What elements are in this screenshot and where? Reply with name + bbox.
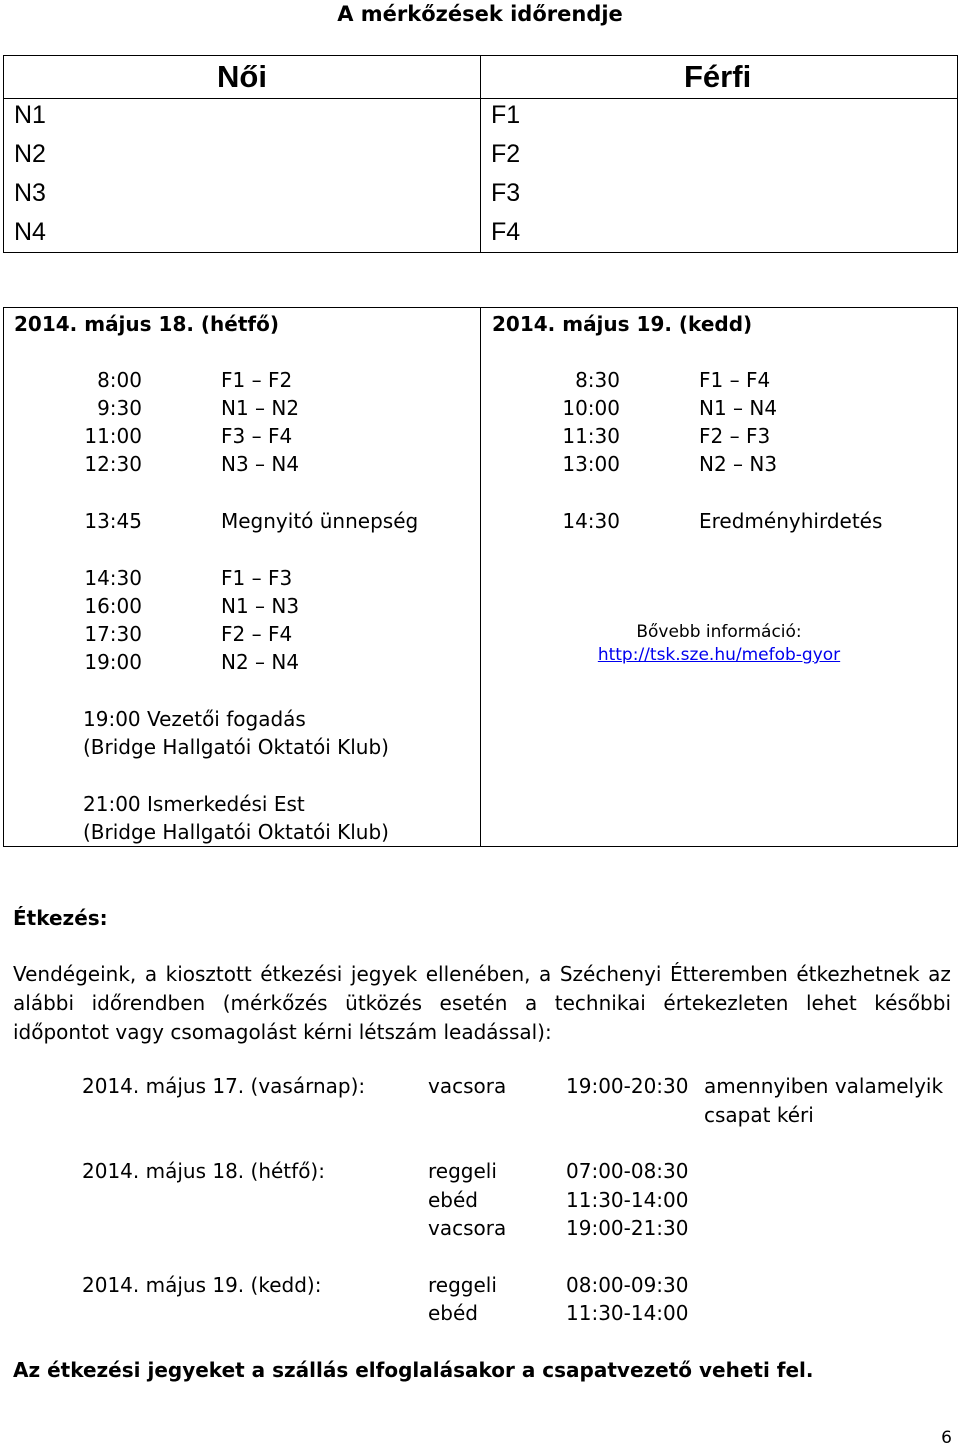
team-women: N1 — [14, 101, 46, 129]
intro-word: későbbi — [874, 991, 951, 1015]
match-time: 8:30 — [575, 368, 620, 392]
meal-time: 07:00-08:30 — [566, 1159, 689, 1183]
match-time: 16:00 — [84, 594, 142, 618]
meal-time: 19:00-21:30 — [566, 1216, 689, 1240]
match-pair: F2 – F3 — [699, 424, 771, 448]
teams-table — [3, 55, 958, 253]
match-time: 12:30 — [84, 452, 142, 476]
intro-word: Étteremben — [669, 962, 788, 986]
team-women: N3 — [14, 179, 46, 207]
match-time: 17:30 — [84, 622, 142, 646]
meal-type: vacsora — [428, 1074, 507, 1098]
intro-word: alábbi — [13, 991, 75, 1015]
match-pair: F3 – F4 — [221, 424, 293, 448]
event-venue: (Bridge Hallgatói Oktatói Klub) — [83, 820, 389, 844]
page-number: 6 — [941, 1428, 952, 1448]
results-label: Eredményhirdetés — [699, 509, 883, 533]
intro-word: esetén — [439, 991, 508, 1015]
meal-day: 2014. május 19. (kedd): — [82, 1273, 322, 1297]
match-pair: F1 – F3 — [221, 566, 293, 590]
match-time: 11:00 — [84, 424, 142, 448]
intro-word: lehet — [805, 991, 857, 1015]
match-pair: N2 – N3 — [699, 452, 778, 476]
match-time: 10:00 — [562, 396, 620, 420]
day1-date: 2014. május 18. (hétfő) — [14, 312, 279, 336]
team-women: N2 — [14, 140, 46, 168]
meal-type: ebéd — [428, 1188, 478, 1212]
intro-word: a — [524, 991, 538, 1015]
info-link-wrap — [480, 645, 958, 665]
table-divider — [480, 56, 481, 252]
match-pair: F1 – F2 — [221, 368, 293, 392]
intro-word: Vendégeink, — [13, 962, 137, 986]
match-time: 8:00 — [97, 368, 142, 392]
event-reception: 19:00 Vezetői fogadás — [83, 707, 306, 731]
day2-date: 2014. május 19. (kedd) — [492, 312, 753, 336]
match-pair: F1 – F4 — [699, 368, 771, 392]
men-header: Férfi — [684, 59, 752, 94]
meal-note: csapat kéri — [704, 1103, 814, 1127]
intro-word: a — [144, 962, 158, 986]
intro-line — [13, 989, 951, 1018]
intro-line: időpontot vagy csomagolást kérni létszám leadással): — [13, 1020, 552, 1044]
match-pair: N2 – N4 — [221, 650, 300, 674]
intro-word: a — [539, 962, 552, 986]
intro-word: ellenében, — [425, 962, 531, 986]
intro-word: az — [928, 962, 951, 986]
meal-day: 2014. május 17. (vasárnap): — [82, 1074, 366, 1098]
meal-time: 11:30-14:00 — [566, 1188, 689, 1212]
intro-word: értekezleten — [663, 991, 789, 1015]
ceremony-label: Megnyitó ünnepség — [221, 509, 419, 533]
match-time: 11:30 — [562, 424, 620, 448]
meals-intro — [13, 960, 951, 1047]
intro-word: technikai — [554, 991, 646, 1015]
meal-type: ebéd — [428, 1301, 478, 1325]
info-link[interactable]: http://tsk.sze.hu/mefob-gyor — [597, 645, 841, 665]
team-men: F1 — [491, 101, 521, 129]
meal-time: 08:00-09:30 — [566, 1273, 689, 1297]
match-pair: N1 – N2 — [221, 396, 300, 420]
meal-type: reggeli — [428, 1159, 497, 1183]
women-header: Női — [217, 59, 267, 94]
event-social: 21:00 Ismerkedési Est — [83, 792, 305, 816]
meal-note: amennyiben valamelyik — [704, 1074, 944, 1098]
match-pair: N3 – N4 — [221, 452, 300, 476]
meal-time: 11:30-14:00 — [566, 1301, 689, 1325]
intro-word: kiosztott — [165, 962, 252, 986]
meal-day: 2014. május 18. (hétfő): — [82, 1159, 325, 1183]
match-time: 9:30 — [97, 396, 142, 420]
intro-word: étkezési — [260, 962, 343, 986]
intro-line — [13, 960, 951, 989]
intro-word: időrendben — [91, 991, 206, 1015]
info-label: Bővebb információ: — [636, 622, 802, 642]
team-men: F4 — [491, 218, 521, 246]
page-title: A mérkőzések időrendje — [337, 2, 623, 26]
meal-type: vacsora — [428, 1216, 507, 1240]
ceremony-time: 13:45 — [84, 509, 142, 533]
schedule-table — [3, 307, 958, 847]
intro-word: Széchenyi — [559, 962, 662, 986]
team-men: F3 — [491, 179, 521, 207]
intro-word: étkezhetnek — [796, 962, 920, 986]
meals-footer: Az étkezési jegyeket a szállás elfoglalásakor a csapatvezető veheti fel. — [13, 1358, 814, 1382]
match-pair: F2 – F4 — [221, 622, 293, 646]
meals-heading: Étkezés: — [13, 906, 108, 930]
meal-time: 19:00-20:30 — [566, 1074, 689, 1098]
match-time: 13:00 — [562, 452, 620, 476]
intro-word: ütközés — [345, 991, 422, 1015]
team-men: F2 — [491, 140, 521, 168]
intro-word: (mérkőzés — [222, 991, 328, 1015]
match-time: 14:30 — [84, 566, 142, 590]
intro-word: jegyek — [350, 962, 418, 986]
meal-type: reggeli — [428, 1273, 497, 1297]
results-time: 14:30 — [562, 509, 620, 533]
table-divider — [480, 308, 481, 846]
event-venue: (Bridge Hallgatói Oktatói Klub) — [83, 735, 389, 759]
match-time: 19:00 — [84, 650, 142, 674]
match-pair: N1 – N4 — [699, 396, 778, 420]
team-women: N4 — [14, 218, 46, 246]
match-pair: N1 – N3 — [221, 594, 300, 618]
table-divider — [4, 98, 957, 99]
